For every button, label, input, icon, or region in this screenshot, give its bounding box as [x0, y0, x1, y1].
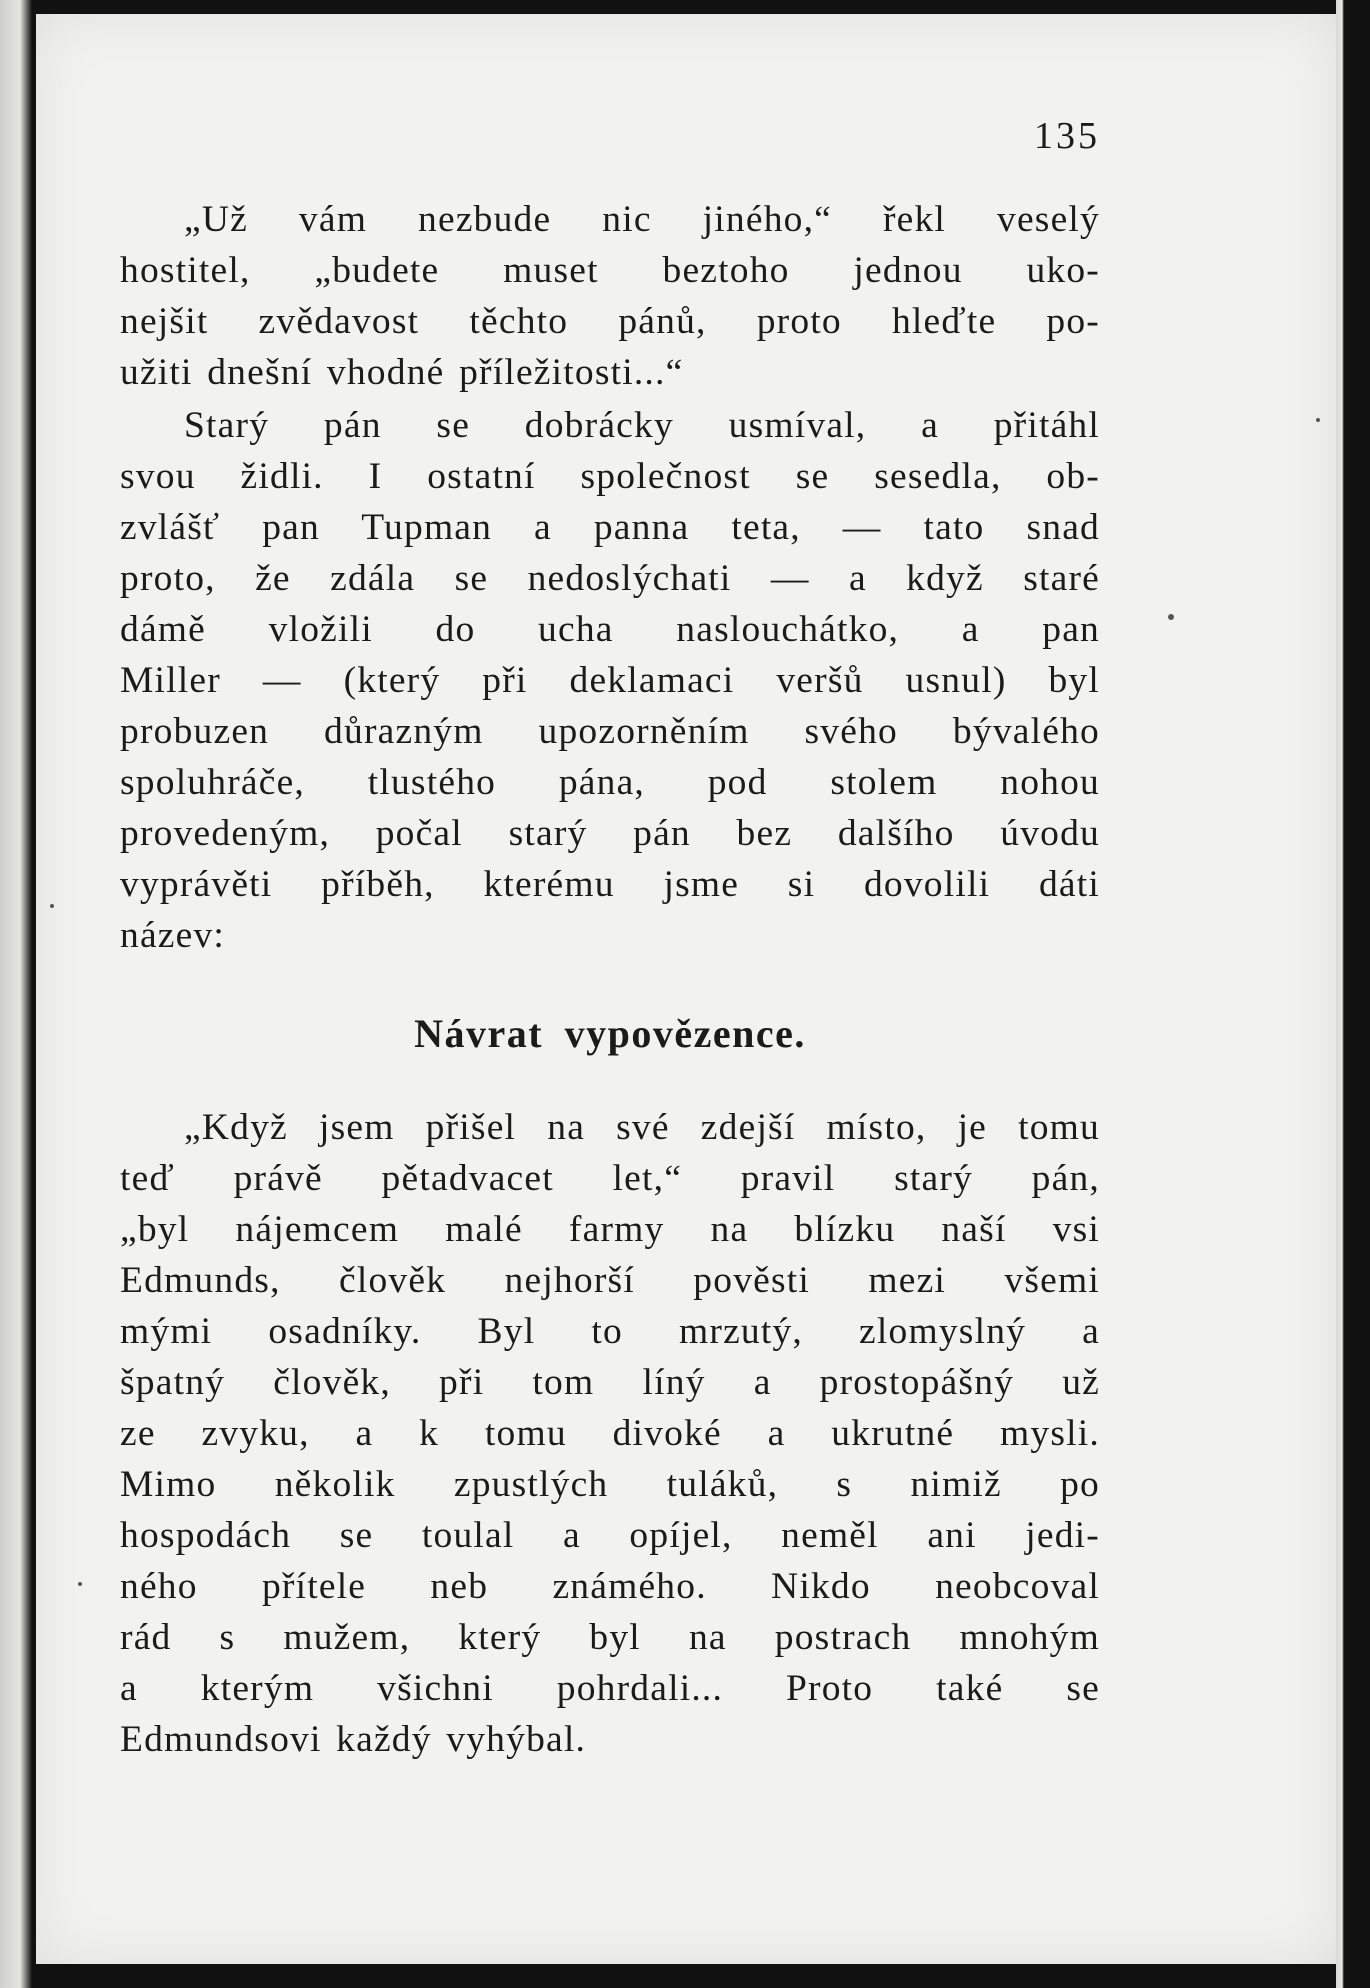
text-line: ze zvyku, a k tomu divoké a ukrutné mysli.: [120, 1413, 1100, 1454]
text-line: teď právě pětadvacet let,“ pravil starý pán,: [120, 1158, 1100, 1199]
text-line: Miller — (který při deklamaci veršů usnul) byl: [120, 660, 1100, 701]
text-line: Starý pán se dobrácky usmíval, a přitáhl: [184, 405, 1100, 446]
text-line: užiti dnešní vhodné příležitosti...“: [120, 352, 684, 393]
paragraph-1: [120, 194, 1100, 398]
text-line: Edmunds, člověk nejhorší pověsti mezi všemi: [120, 1260, 1100, 1301]
text-line: provedeným, počal starý pán bez dalšího úvodu: [120, 813, 1100, 854]
ink-speck: [1168, 614, 1174, 620]
right-page-edge: [1336, 0, 1370, 1988]
text-line: vyprávěti příběh, kterému jsme si dovolili dáti: [120, 864, 1100, 905]
text-line: nejšit zvědavost těchto pánů, proto hleďte po-: [120, 301, 1100, 342]
text-line: probuzen důrazným upozorněním svého bývalého: [120, 711, 1100, 752]
ink-speck: [1316, 418, 1320, 422]
text-line: spoluhráče, tlustého pána, pod stolem nohou: [120, 762, 1100, 803]
text-line: „Když jsem přišel na své zdejší místo, je tomu: [184, 1107, 1100, 1148]
text-line: špatný člověk, při tom líný a prostopášný už: [120, 1362, 1100, 1403]
ink-speck: [78, 1582, 82, 1586]
text-line: svou židli. I ostatní společnost se sesedla, ob-: [120, 456, 1100, 497]
text-line: mými osadníky. Byl to mrzutý, zlomyslný a: [120, 1311, 1100, 1352]
text-line: dámě vložili do ucha naslouchátko, a pan: [120, 609, 1100, 650]
paragraph-2: [120, 400, 1100, 961]
text-line: „Už vám nezbude nic jiného,“ řekl veselý: [184, 199, 1100, 240]
text-line: hostitel, „budete muset beztoho jednou uko-: [120, 250, 1100, 291]
text-line: zvlášť pan Tupman a panna teta, — tato snad: [120, 507, 1100, 548]
text-line: název:: [120, 915, 226, 956]
text-line: rád s mužem, který byl na postrach mnohým: [120, 1617, 1100, 1658]
page-number: 135: [1034, 115, 1100, 157]
text-line: Edmundsovi každý vyhýbal.: [120, 1719, 587, 1760]
text-line: Mimo několik zpustlých tuláků, s nimiž po: [120, 1464, 1100, 1505]
chapter-heading: Návrat vypovězence.: [414, 1011, 806, 1056]
text-line: proto, že zdála se nedoslýchati — a když staré: [120, 558, 1100, 599]
paragraph-3: [120, 1102, 1100, 1765]
text-line: hospodách se toulal a opíjel, neměl ani jedi-: [120, 1515, 1100, 1556]
ink-speck: [50, 904, 54, 908]
text-line: a kterým všichni pohrdali... Proto také se: [120, 1668, 1100, 1709]
text-line: ného přítele neb známého. Nikdo neobcoval: [120, 1566, 1100, 1607]
text-line: „byl nájemcem malé farmy na blízku naší vsi: [120, 1209, 1100, 1250]
left-page-edge: [0, 0, 36, 1988]
